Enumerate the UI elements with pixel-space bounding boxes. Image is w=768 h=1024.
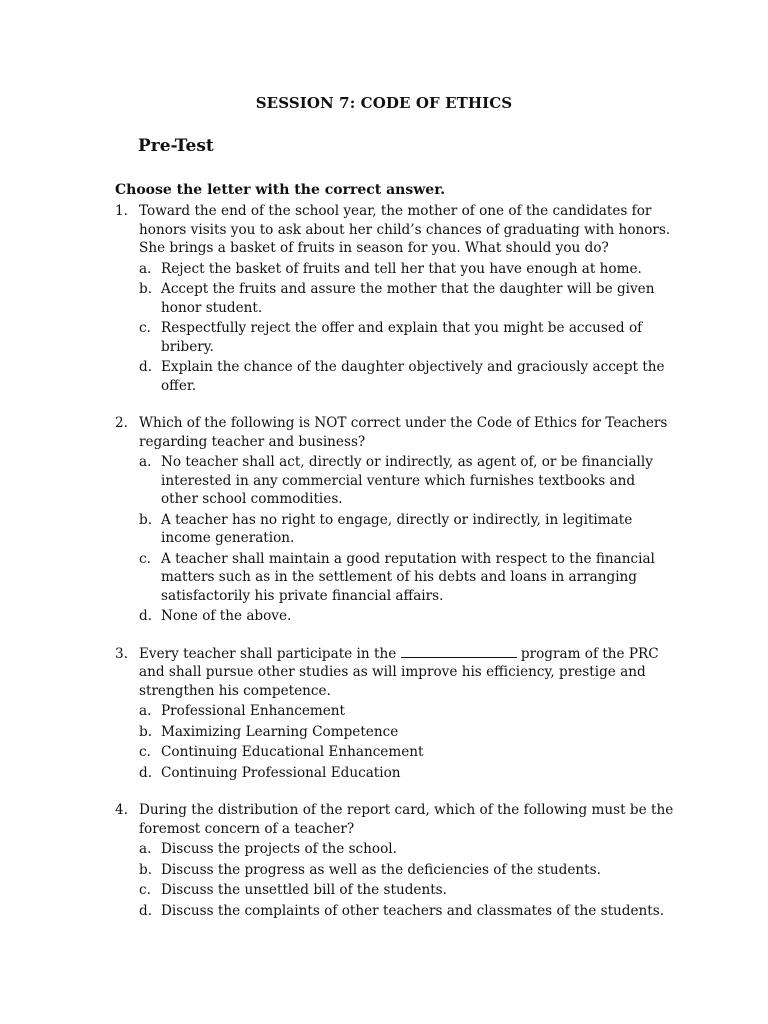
- choice-text: None of the above.: [161, 608, 292, 624]
- question-3: [115, 645, 675, 783]
- choice-c: [139, 743, 675, 762]
- question-number: 1.: [115, 203, 128, 219]
- choice-a: [139, 453, 675, 509]
- choice-text: Reject the basket of fruits and tell her that you have enough at home.: [161, 260, 642, 277]
- question-text: Toward the end of the school year, the mother of one of the candidates for honors visits you to ask about her child’s chances of graduating with honors. She brings a basket of fruits in season for you. What should you do?: [139, 203, 671, 256]
- choice-letter: c.: [139, 744, 151, 760]
- question-1: [115, 202, 675, 395]
- choice-b: [139, 280, 675, 317]
- question-text-before-blank: Every teacher shall participate in the: [139, 645, 401, 662]
- choice-letter: b.: [139, 281, 153, 297]
- question-text-after-blank: program of the PRC and shall pursue other studies as will improve his efficiency, prestige and strengthen his competence.: [139, 645, 659, 699]
- choice-list: [139, 453, 675, 626]
- choice-list: [139, 702, 675, 782]
- choice-b: [139, 723, 675, 742]
- choice-letter: d.: [139, 764, 153, 781]
- choice-c: [139, 319, 675, 356]
- choice-d: [139, 902, 675, 921]
- question-text: During the distribution of the report card, which of the following must be the foremost concern of a teacher?: [139, 802, 674, 837]
- question-number: 2.: [115, 415, 128, 431]
- choice-text: Discuss the unsettled bill of the students.: [161, 882, 447, 898]
- choice-letter: b.: [139, 511, 153, 528]
- choice-text: Continuing Educational Enhancement: [161, 744, 424, 760]
- choice-a: [139, 840, 675, 859]
- choice-d: [139, 764, 675, 783]
- choice-letter: b.: [139, 861, 153, 878]
- choice-b: [139, 861, 675, 880]
- choice-d: [139, 607, 675, 626]
- choice-text: A teacher shall maintain a good reputation with respect to the financial matters such as in the settlement of his debts and loans in arranging satisfactorily his private financial affairs.: [161, 550, 655, 604]
- choice-letter: c.: [139, 320, 151, 336]
- page-subtitle: Pre-Test: [138, 136, 214, 156]
- choice-text: Explain the chance of the daughter objectively and graciously accept the offer.: [161, 359, 665, 394]
- choice-letter: a.: [139, 841, 152, 857]
- choice-letter: d.: [139, 359, 153, 375]
- question-2: [115, 414, 675, 626]
- choice-letter: a.: [139, 260, 152, 277]
- choice-text: Continuing Professional Education: [161, 764, 401, 781]
- choice-text: Discuss the complaints of other teachers and classmates of the students.: [161, 902, 665, 919]
- choice-text: A teacher has no right to engage, directly or indirectly, in legitimate income generation.: [161, 511, 633, 546]
- choice-list: [139, 260, 675, 396]
- choice-letter: d.: [139, 608, 153, 624]
- choice-letter: d.: [139, 902, 153, 919]
- choice-text: Discuss the projects of the school.: [161, 841, 397, 857]
- choice-text: Professional Enhancement: [161, 703, 346, 719]
- choice-list: [139, 840, 675, 920]
- choice-c: [139, 550, 675, 606]
- choice-letter: a.: [139, 454, 152, 470]
- choice-letter: c.: [139, 882, 151, 898]
- choice-text: Discuss the progress as well as the deficiencies of the students.: [161, 861, 601, 878]
- choice-a: [139, 702, 675, 721]
- choice-text: Maximizing Learning Competence: [161, 723, 399, 740]
- question-4: [115, 801, 675, 920]
- instructions: Choose the letter with the correct answer.: [115, 182, 446, 198]
- choice-b: [139, 511, 675, 548]
- question-text: Which of the following is NOT correct under the Code of Ethics for Teachers regarding teacher and business?: [139, 415, 668, 450]
- choice-text: Accept the fruits and assure the mother that the daughter will be given honor student.: [161, 281, 655, 316]
- choice-letter: b.: [139, 723, 153, 740]
- choice-a: [139, 260, 675, 279]
- question-number: 4.: [115, 802, 128, 818]
- choice-letter: c.: [139, 550, 151, 567]
- page-title: SESSION 7: CODE OF ETHICS: [255, 94, 513, 112]
- fill-in-blank: [401, 645, 517, 658]
- choice-text: No teacher shall act, directly or indirectly, as agent of, or be financially interested in any commercial venture which furnishes textbooks and other school commodities.: [161, 454, 653, 507]
- choice-text: Respectfully reject the offer and explain that you might be accused of bribery.: [161, 320, 643, 355]
- choice-c: [139, 881, 675, 900]
- question-number: 3.: [115, 645, 128, 662]
- choice-letter: a.: [139, 703, 152, 719]
- question-text: [139, 645, 675, 701]
- choice-d: [139, 358, 675, 395]
- question-list: [115, 202, 675, 939]
